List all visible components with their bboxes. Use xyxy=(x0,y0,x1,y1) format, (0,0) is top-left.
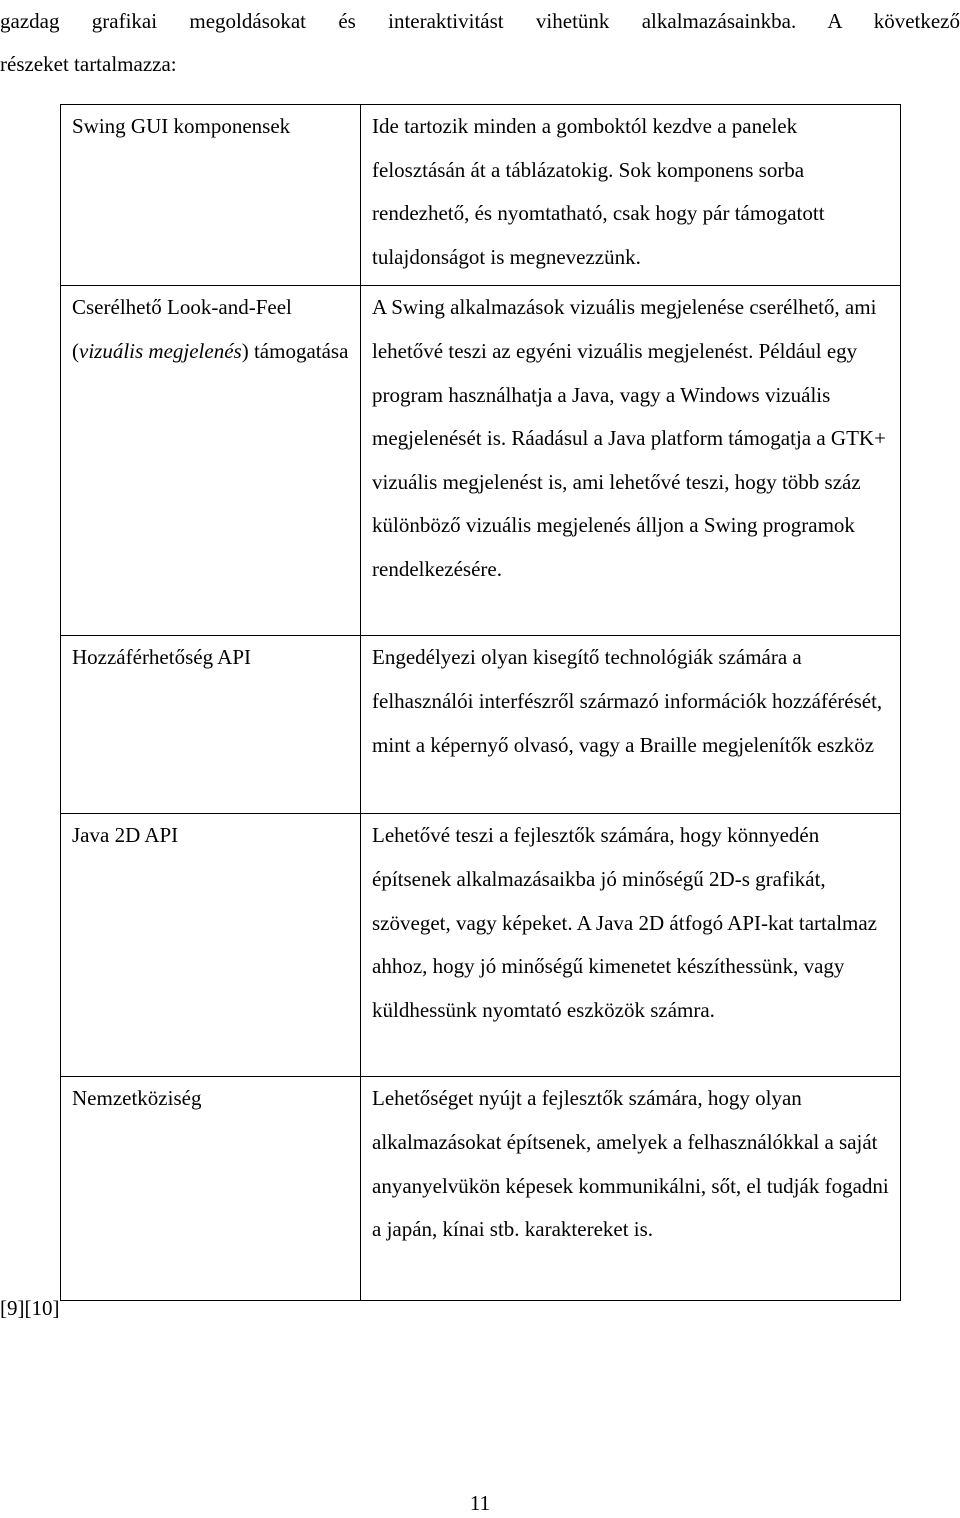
feature-name: Hozzáférhetőség API xyxy=(72,645,252,670)
feature-description-cell xyxy=(361,1077,901,1301)
table-row xyxy=(61,286,901,636)
feature-name-cell xyxy=(61,286,361,636)
feature-name xyxy=(72,286,354,373)
feature-description-cell xyxy=(361,286,901,636)
feature-description-cell xyxy=(361,814,901,1077)
feature-description-cell xyxy=(361,105,901,286)
feature-name: Nemzetköziség xyxy=(72,1086,202,1111)
table-row xyxy=(61,636,901,814)
features-table xyxy=(60,104,901,1301)
feature-description-cell xyxy=(361,636,901,814)
feature-name-cell xyxy=(61,636,361,814)
intro-line-2: részeket tartalmazza: xyxy=(0,52,177,76)
feature-name: Java 2D API xyxy=(72,823,179,848)
table-row xyxy=(61,814,901,1077)
feature-name-cell xyxy=(61,814,361,1077)
feature-name-part: ) támogatása xyxy=(241,338,349,363)
feature-description: Lehetőséget nyújt a fejlesztők számára, hogy olyan alkalmazásokat építsenek, amelyek a felhasználókkal a saját anyanyelvükön képesek kommunikálni, sőt, el tudják fogadni a japán, kínai stb. karaktereket is. xyxy=(372,1086,889,1242)
feature-name-part: Cserélhető Look-and-Feel ( xyxy=(72,295,292,363)
intro-line-1: gazdag grafikai megoldásokat és interaktivitást vihetünk alkalmazásainkba. A következő xyxy=(0,9,960,33)
feature-description: A Swing alkalmazások vizuális megjelenése cserélhető, ami lehetővé teszi az egyéni vizuális megjelenést. Például egy program használhatja a Java, vagy a Windows vizuális megjelenését is. Ráadásul a Java platform támogatja a GTK+ vizuális megjelenést is, ami lehetővé teszi, hogy több száz különböző vizuális megjelenés álljon a Swing programok rendelkezésére. xyxy=(372,295,886,581)
table-row xyxy=(61,1077,901,1301)
feature-description: Ide tartozik minden a gomboktól kezdve a panelek felosztásán át a táblázatokig. Sok komponens sorba rendezhető, és nyomtatható, csak hogy pár támogatott tulajdonságot is megnevezzünk. xyxy=(372,114,825,269)
feature-description: Lehetővé teszi a fejlesztők számára, hogy könnyedén építsenek alkalmazásaikba jó minőségű 2D-s grafikát, szöveget, vagy képeket. A Java 2D átfogó API-kat tartalmaz ahhoz, hogy jó minőségű kimenetet készíthessünk, vagy küldhessünk nyomtató eszközök számra. xyxy=(372,823,878,1022)
feature-description: Engedélyezi olyan kisegítő technológiák számára a felhasználói interfészről származó információk hozzáférését, mint a képernyő olvasó, vagy a Braille megjelenítők eszköz xyxy=(372,645,883,757)
references: [9][10] xyxy=(0,1296,60,1320)
feature-name-italic: vizuális megjelenés xyxy=(79,338,242,363)
feature-name-cell xyxy=(61,1077,361,1301)
feature-name: Swing GUI komponensek xyxy=(72,114,291,138)
page-number: 11 xyxy=(469,1491,491,1515)
feature-name-cell xyxy=(61,105,361,286)
intro-paragraph xyxy=(0,0,960,86)
table-row xyxy=(61,105,901,286)
